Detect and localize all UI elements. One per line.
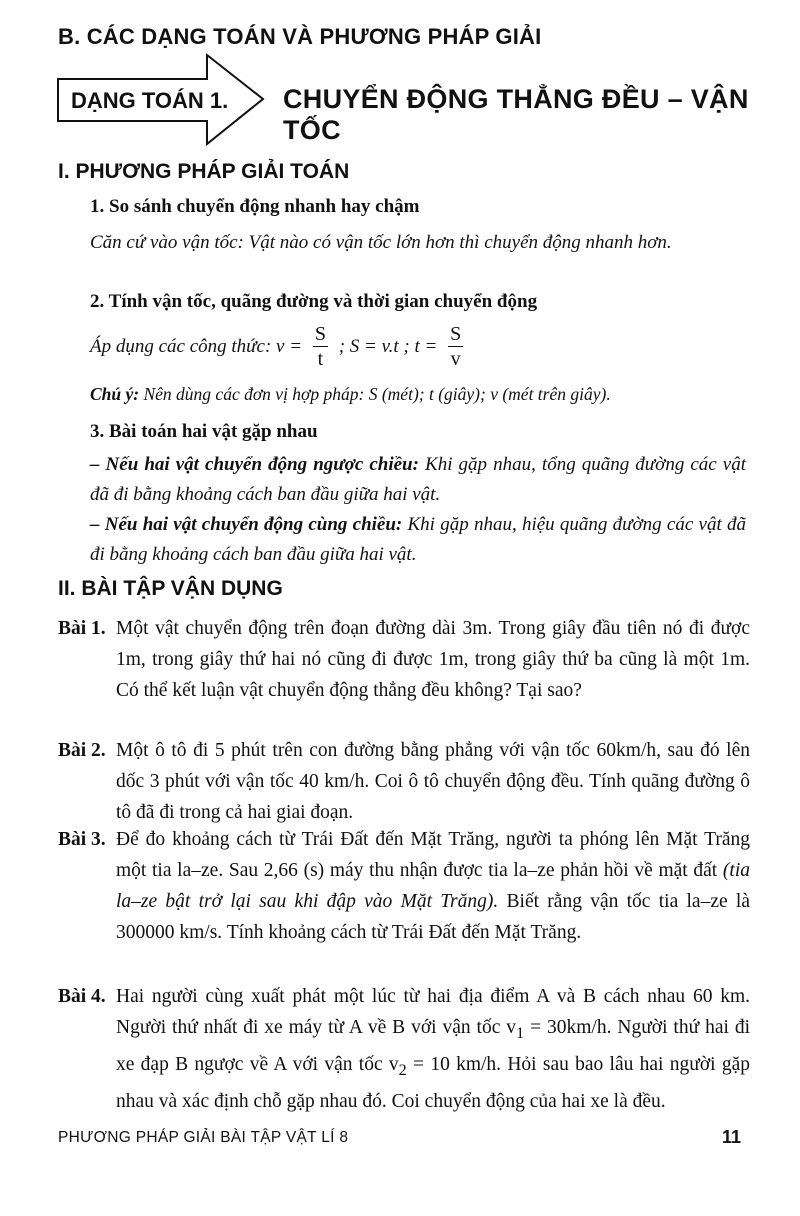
exercise-1 <box>58 613 750 706</box>
exercise-1-text: Một vật chuyển động trên đoạn đường dài 3m. Trong giây đầu tiên nó đi được 1m, trong giây thứ hai nó cũng đi được 1m, trong giây thứ ba cũng là một 1m. Có thể kết luận vật chuyển động thẳng đều không? Tại sao? <box>116 618 750 701</box>
subsection-3-paragraph-2 <box>90 510 746 570</box>
exercise-2 <box>58 735 750 828</box>
fraction-2-numerator: S <box>450 323 462 345</box>
subsection-1-title: 1. So sánh chuyển động nhanh hay chậm <box>90 196 420 217</box>
exercise-2-label: Bài 2. <box>58 740 106 761</box>
fraction-1-numerator: S <box>314 323 326 345</box>
fraction-2-denominator: v <box>450 348 461 370</box>
exercise-3 <box>58 824 750 948</box>
section-heading: B. CÁC DẠNG TOÁN VÀ PHƯƠNG PHÁP GIẢI <box>58 24 542 49</box>
paragraph-1-text: Khi gặp nhau, tổng quãng đường các vật đã đi bằng khoảng cách ban đầu giữa hai vật. <box>90 454 747 505</box>
exercise-4-text-c: = 10 km/h. Hỏi sau bao lâu hai người gặp nhau và xác định chỗ gặp nhau đó. Coi chuyển động của hai xe là đều. <box>116 1053 750 1112</box>
fraction-s-over-v <box>448 322 463 371</box>
paragraph-2-text: Khi gặp nhau, hiệu quãng đường các vật đã đi bằng khoảng cách ban đầu giữa hai vật. <box>90 514 746 565</box>
subsection-3-paragraph-1 <box>90 450 746 510</box>
exercise-2-text: Một ô tô đi 5 phút trên con đường bằng phẳng với vận tốc 60km/h, sau đó lên dốc 3 phút với vận tốc 40 km/h. Coi ô tô chuyển động đều. Tính quãng đường ô tô đã đi trong cả hai giai đoạn. <box>116 740 750 823</box>
paragraph-2-lead: – Nếu hai vật chuyển động cùng chiều: <box>90 514 403 535</box>
topic-label: DẠNG TOÁN 1. <box>71 88 229 113</box>
exercise-3-text-italic: (tia la–ze bật trở lại sau khi đập vào Mặt Trăng). <box>116 860 750 912</box>
page-number: 11 <box>722 1127 742 1147</box>
fraction-1-denominator: t <box>317 348 324 370</box>
formula-line <box>90 322 469 378</box>
fraction-s-over-t <box>313 322 328 371</box>
topic-banner <box>55 50 775 150</box>
exercise-4-label: Bài 4. <box>58 986 106 1007</box>
exercise-4-text <box>58 981 750 1117</box>
formula-prefix: Áp dụng các công thức: v = <box>90 335 303 357</box>
exercise-4-subscript-2: 2 <box>398 1060 407 1079</box>
exercise-1-label: Bài 1. <box>58 618 106 639</box>
exercise-4 <box>58 981 750 1117</box>
subsection-1-body: Căn cứ vào vận tốc: Vật nào có vận tốc lớn hơn thì chuyển động nhanh hơn. <box>90 232 672 253</box>
topic-title: CHUYỂN ĐỘNG THẲNG ĐỀU – VẬN TỐC <box>283 84 749 145</box>
note-label: Chú ý: <box>90 384 140 404</box>
exercise-3-text <box>58 824 750 948</box>
formula-middle: ; S = v.t ; t = <box>338 335 438 357</box>
paragraph-1-lead: – Nếu hai vật chuyển động ngược chiều: <box>90 454 419 475</box>
exercise-4-text-a: Hai người cùng xuất phát một lúc từ hai địa điểm A và B cách nhau 60 km. Người thứ nhất đi xe máy từ A về B với vận tốc v <box>116 986 750 1038</box>
exercise-4-text-b: = 30km/h. Người thứ hai đi xe đạp B ngược về A với vận tốc v <box>116 1017 750 1075</box>
subsection-3-title: 3. Bài toán hai vật gặp nhau <box>90 421 318 442</box>
exercise-4-subscript-1: 1 <box>516 1023 525 1042</box>
part1-heading: I. PHƯƠNG PHÁP GIẢI TOÁN <box>58 160 350 183</box>
exercise-3-label: Bài 3. <box>58 829 106 850</box>
note-line <box>90 384 611 405</box>
exercise-3-text-a: Để đo khoảng cách từ Trái Đất đến Mặt Trăng, người ta phóng lên Mặt Trăng một tia la–ze. Sau 2,66 (s) máy thu nhận được tia la–ze phản hồi về mặt đất <box>116 829 750 881</box>
footer-text: PHƯƠNG PHÁP GIẢI BÀI TẬP VẬT LÍ 8 <box>58 1129 349 1146</box>
note-text: Nên dùng các đơn vị hợp pháp: S (mét); t (giây); v (mét trên giây). <box>139 384 611 404</box>
part2-heading: II. BÀI TẬP VẬN DỤNG <box>58 577 283 600</box>
subsection-2-title: 2. Tính vận tốc, quãng đường và thời gian chuyển động <box>90 291 538 312</box>
exercise-3-text-b: Biết rằng vận tốc tia la–ze là 300000 km/s. Tính khoảng cách từ Trái Đất đến Mặt Trăng. <box>116 891 750 943</box>
